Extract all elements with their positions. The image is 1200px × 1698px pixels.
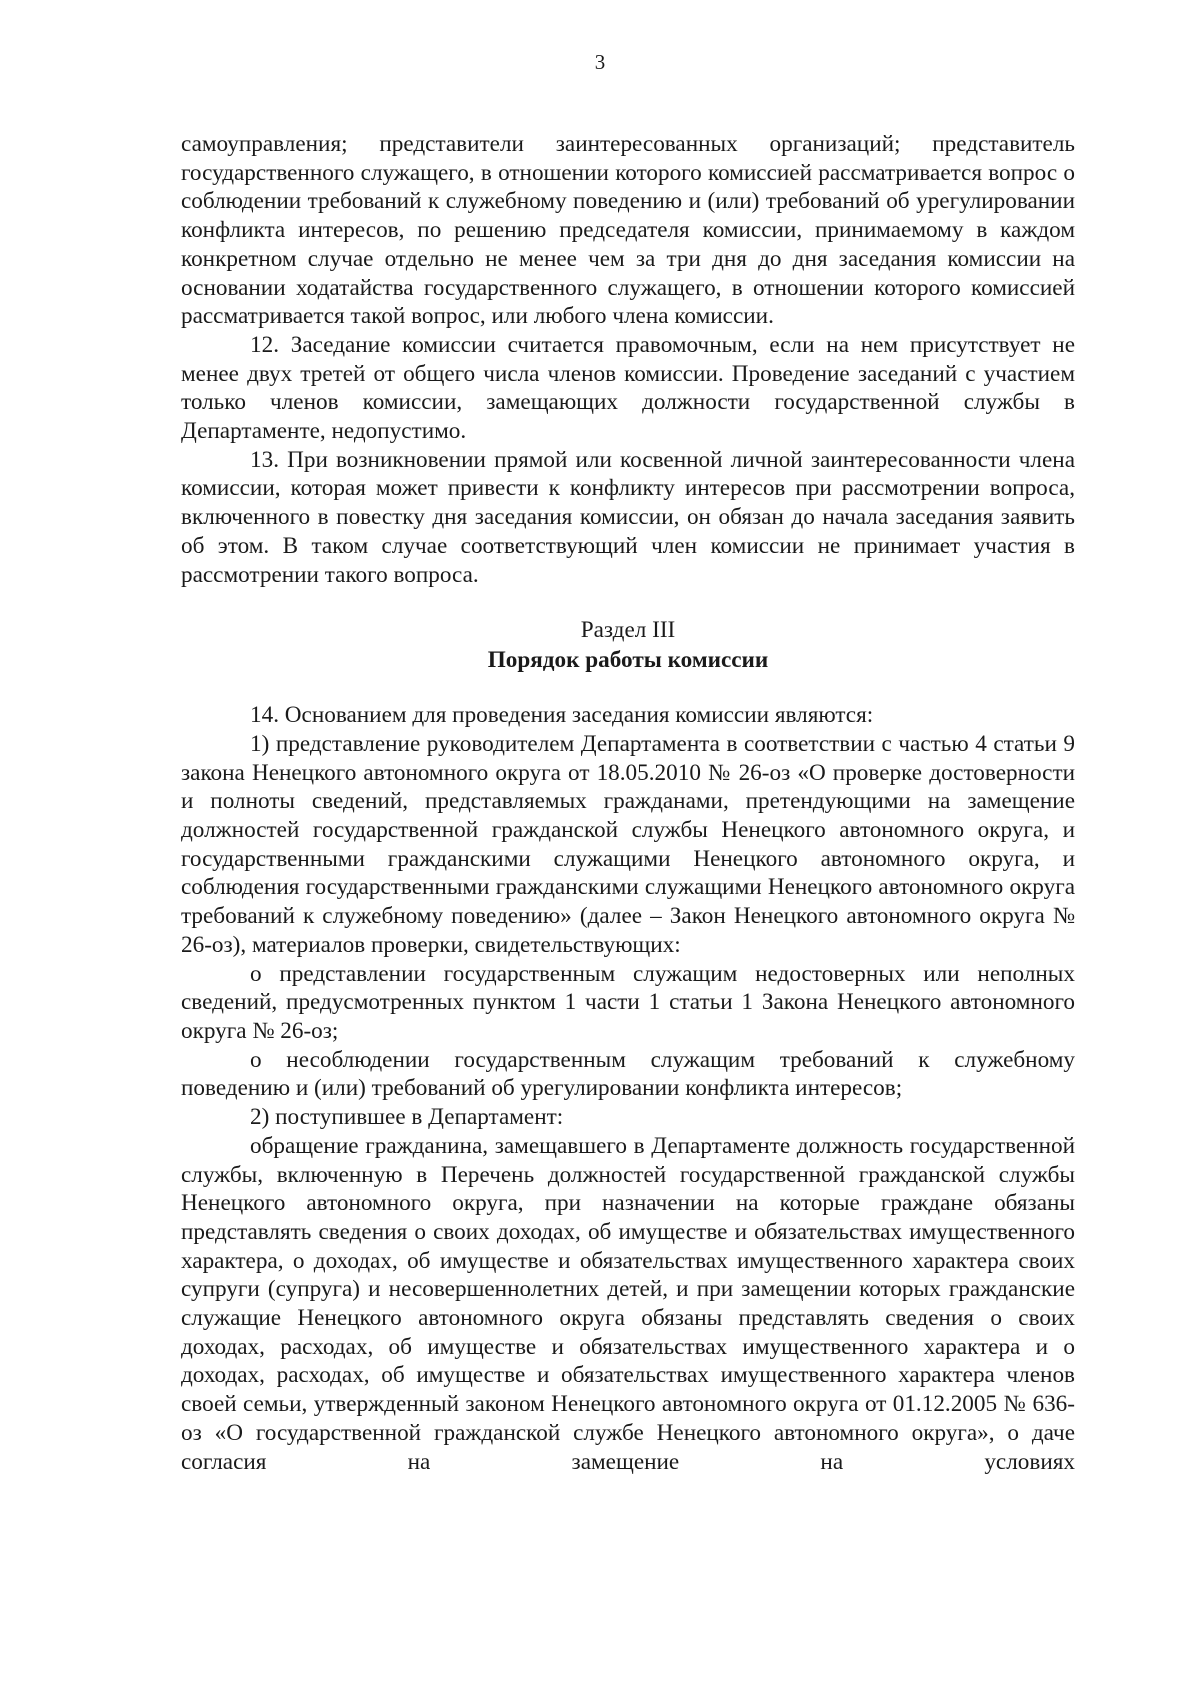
paragraph-14-item-2: 2) поступившее в Департамент: [250, 1104, 564, 1131]
paragraph-continuation: самоуправления; представители заинтересованных организаций; представитель государственного служащего, в отношении которого комиссией рассматривается вопрос о соблюдении требований к служебному поведению и (или) требований об урегулировании конфликта интересов, по решению председателя комиссии, принимаемому в каждом конкретном случае отдельно не менее чем за три дня до дня заседания комиссии на основании ходатайства государственного служащего, в отношении которого комиссией рассматривается такой вопрос, или любого члена комиссии. [181, 131, 1075, 330]
paragraph-13: 13. При возникновении прямой или косвенной личной заинтересованности члена комиссии, которая может привести к конфликту интересов при рассмотрении вопроса, включенного в повестку дня заседания комиссии, он обязан до начала заседания заявить об этом. В таком случае соответствующий член комиссии не принимает участия в рассмотрении такого вопроса. [181, 446, 1075, 588]
paragraph-14-item-2-a: обращение гражданина, замещавшего в Департаменте должность государственной службы, включенную в Перечень должностей государственной гражданской службы Ненецкого автономного округа, при назначении на которые граждане обязаны представлять сведения о своих доходах, об имуществе и обязательствах имущественного характера, о доходах, об имуществе и обязательствах имущественного характера своих супруги (супруга) и несовершеннолетних детей, и при замещении которых гражданские служащие Ненецкого автономного округа обязаны представлять сведения о своих доходах, расходах, об имуществе и обязательствах имущественного характера и о доходах, расходах, об имуществе и обязательствах имущественного характера членов своей семьи, утвержденный законом Ненецкого автономного округа от 01.12.2005 № 636-оз «О государственной гражданской службе Ненецкого автономного округа», о даче согласия на замещение на условиях [181, 1132, 1075, 1475]
section-title: Порядок работы комиссии [487, 647, 769, 674]
paragraph-12: 12. Заседание комиссии считается правомочным, если на нем присутствует не менее двух третей от общего числа членов комиссии. Проведение заседаний с участием только членов комиссии, замещающих должности государственной службы в Департаменте, недопустимо. [181, 331, 1075, 445]
section-heading [181, 615, 1075, 675]
page-number: 3 [594, 50, 606, 74]
paragraph-14-item-1: 1) представление руководителем Департамента в соответствии с частью 4 статьи 9 закона Ненецкого автономного округа от 18.05.2010 № 26-оз «О проверке достоверности и полноты сведений, представляемых гражданами, претендующими на замещение должностей государственной гражданской службы Ненецкого автономного округа, и государственными гражданскими служащими Ненецкого автономного округа, и соблюдения государственными гражданскими служащими Ненецкого автономного округа требований к служебному поведению» (далее – Закон Ненецкого автономного округа № 26-оз), материалов проверки, свидетельствующих: [181, 730, 1075, 958]
paragraph-14: 14. Основанием для проведения заседания комиссии являются: [250, 702, 874, 729]
section-number: Раздел III [580, 617, 676, 644]
paragraph-14-item-1-b: о несоблюдении государственным служащим требований к служебному поведению и (или) требований об урегулировании конфликта интересов; [181, 1046, 1075, 1102]
document-body [181, 130, 1075, 1476]
paragraph-14-item-1-a: о представлении государственным служащим недостоверных или неполных сведений, предусмотренных пунктом 1 части 1 статьи 1 Закона Ненецкого автономного округа № 26-оз; [181, 960, 1075, 1044]
